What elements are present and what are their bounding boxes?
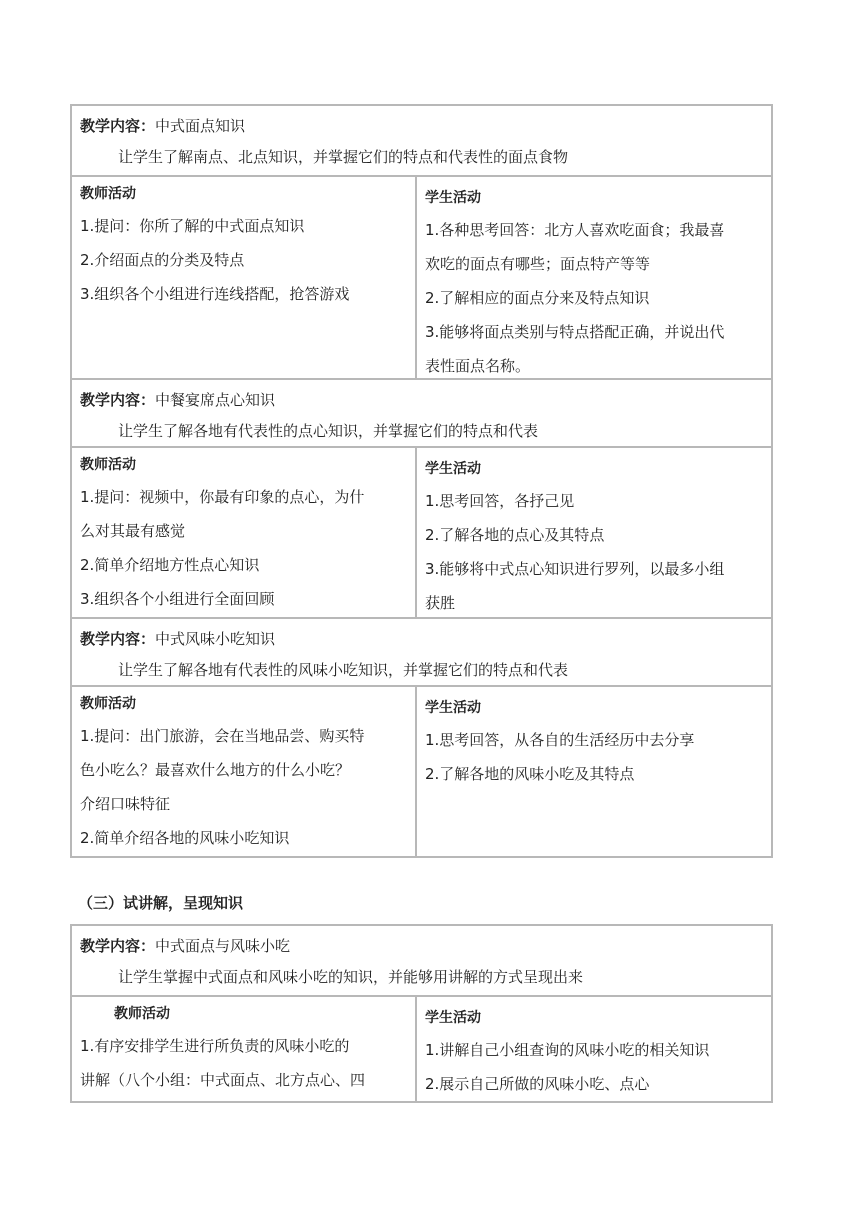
- student-activity-cell: [417, 687, 771, 856]
- student-line: 3.能够将中式点心知识进行罗列，以最多小组: [425, 560, 725, 578]
- teacher-activity-cell: [72, 177, 417, 378]
- student-activity-label: 学生活动: [425, 1010, 481, 1026]
- student-line: 2.了解各地的风味小吃及其特点: [425, 765, 635, 783]
- student-line: 获胜: [425, 594, 456, 612]
- activity-row: [72, 687, 771, 856]
- content-row: [72, 106, 771, 177]
- content-row: [72, 926, 771, 997]
- content-label: 教学内容：: [80, 630, 156, 648]
- student-activity-cell: [417, 177, 771, 378]
- content-row: [72, 380, 771, 448]
- teacher-activity-label: 教师活动: [80, 696, 136, 712]
- student-line: 2.展示自己所做的风味小吃、点心: [425, 1075, 650, 1093]
- student-line: 1.思考回答，各抒己见: [425, 492, 575, 510]
- teacher-line: 3.组织各个小组进行全面回顾: [80, 590, 275, 608]
- content-title: 中餐宴席点心知识: [155, 391, 276, 409]
- student-line: 3.能够将面点类别与特点搭配正确，并说出代: [425, 323, 725, 341]
- content-row: [72, 619, 771, 687]
- lesson-table-1: [70, 104, 773, 858]
- teacher-line: 1.提问：出门旅游，会在当地品尝、购买特: [80, 727, 365, 745]
- activity-row: [72, 997, 771, 1101]
- teacher-line: 介绍口味特征: [80, 795, 171, 813]
- student-activity-label: 学生活动: [425, 190, 481, 206]
- teacher-activity-label: 教师活动: [80, 457, 136, 473]
- lesson-table-2: [70, 924, 773, 1103]
- teacher-activity-cell: [72, 448, 417, 617]
- teacher-activity-label: 教师活动: [114, 1006, 170, 1022]
- activity-row: [72, 177, 771, 380]
- teacher-line: 么对其最有感觉: [80, 522, 186, 540]
- student-activity-label: 学生活动: [425, 461, 481, 477]
- teacher-line: 2.介绍面点的分类及特点: [80, 251, 245, 269]
- content-title: 中式风味小吃知识: [155, 630, 276, 648]
- content-title: 中式面点知识: [155, 117, 246, 135]
- student-line: 1.各种思考回答：北方人喜欢吃面食；我最喜: [425, 221, 725, 239]
- student-line: 2.了解相应的面点分来及特点知识: [425, 289, 650, 307]
- student-line: 表性面点名称。: [425, 357, 531, 375]
- student-line: 1.思考回答，从各自的生活经历中去分享: [425, 731, 695, 749]
- content-title: 中式面点与风味小吃: [155, 937, 291, 955]
- content-label: 教学内容：: [80, 391, 156, 409]
- teacher-line: 1.提问：视频中，你最有印象的点心，为什: [80, 488, 365, 506]
- section-heading: （三）试讲解，呈现知识: [78, 894, 244, 912]
- content-goal: 让学生掌握中式面点和风味小吃的知识，并能够用讲解的方式呈现出来: [118, 968, 584, 986]
- student-activity-cell: [417, 448, 771, 617]
- teacher-line: 3.组织各个小组进行连线搭配，抢答游戏: [80, 285, 350, 303]
- teacher-activity-cell: [72, 997, 417, 1101]
- activity-row: [72, 448, 771, 619]
- content-label: 教学内容：: [80, 117, 156, 135]
- teacher-line: 2.简单介绍各地的风味小吃知识: [80, 829, 290, 847]
- teacher-line: 2.简单介绍地方性点心知识: [80, 556, 260, 574]
- teacher-line: 讲解（八个小组：中式面点、北方点心、四: [80, 1071, 366, 1089]
- content-goal: 让学生了解各地有代表性的风味小吃知识，并掌握它们的特点和代表: [118, 661, 569, 679]
- student-line: 欢吃的面点有哪些；面点特产等等: [425, 255, 651, 273]
- teacher-activity-label: 教师活动: [80, 186, 136, 202]
- content-goal: 让学生了解南点、北点知识，并掌握它们的特点和代表性的面点食物: [118, 148, 569, 166]
- teacher-line: 1.有序安排学生进行所负责的风味小吃的: [80, 1037, 350, 1055]
- teacher-activity-cell: [72, 687, 417, 856]
- content-label: 教学内容：: [80, 937, 156, 955]
- teacher-line: 1.提问：你所了解的中式面点知识: [80, 217, 305, 235]
- student-line: 2.了解各地的点心及其特点: [425, 526, 605, 544]
- content-goal: 让学生了解各地有代表性的点心知识，并掌握它们的特点和代表: [118, 422, 539, 440]
- teacher-line: 色小吃么？最喜欢什么地方的什么小吃？: [80, 761, 351, 779]
- student-activity-label: 学生活动: [425, 700, 481, 716]
- student-activity-cell: [417, 997, 771, 1101]
- student-line: 1.讲解自己小组查询的风味小吃的相关知识: [425, 1041, 710, 1059]
